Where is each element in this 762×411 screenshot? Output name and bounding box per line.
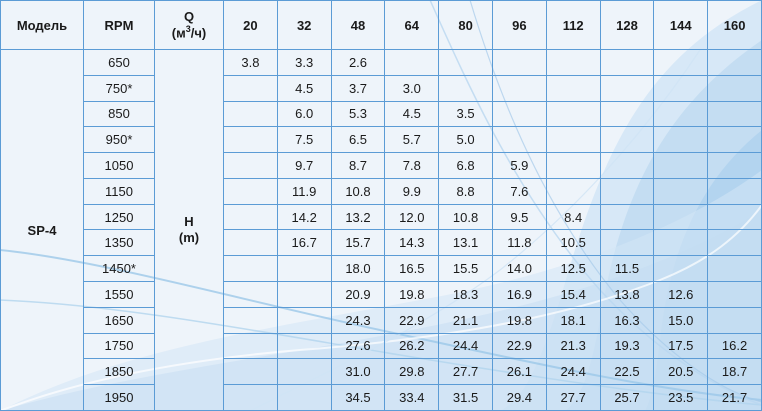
table-row: [1, 256, 762, 282]
table-row: [1, 282, 762, 308]
cell-value: [224, 230, 278, 256]
cell-value: [708, 153, 762, 179]
cell-value: [224, 385, 278, 411]
cell-value: 7.8: [385, 153, 439, 179]
cell-value: 27.7: [546, 385, 600, 411]
cell-value: [708, 75, 762, 101]
cell-value: [224, 359, 278, 385]
cell-value: 14.3: [385, 230, 439, 256]
cell-value: [654, 153, 708, 179]
cell-rpm: 1150: [84, 178, 155, 204]
cell-value: [600, 230, 654, 256]
header-flow-160: 160: [708, 1, 762, 50]
table-row: [1, 75, 762, 101]
cell-value: 6.5: [331, 127, 385, 153]
cell-value: 21.3: [546, 333, 600, 359]
cell-value: [224, 178, 278, 204]
cell-value: 16.2: [708, 333, 762, 359]
header-flow-64: 64: [385, 1, 439, 50]
cell-value: [546, 153, 600, 179]
cell-value: 15.7: [331, 230, 385, 256]
cell-value: [385, 50, 439, 76]
header-flow-q-unit-exponent: 3: [185, 24, 191, 35]
cell-value: [600, 101, 654, 127]
cell-value: 13.1: [439, 230, 493, 256]
cell-rpm: 950*: [84, 127, 155, 153]
cell-value: [654, 256, 708, 282]
cell-value: [277, 307, 331, 333]
cell-value: 22.9: [385, 307, 439, 333]
cell-value: 14.2: [277, 204, 331, 230]
cell-value: 20.9: [331, 282, 385, 308]
cell-value: [708, 204, 762, 230]
cell-rpm: 750*: [84, 75, 155, 101]
table-row: [1, 127, 762, 153]
cell-value: [708, 256, 762, 282]
header-flow-q-unit: $(м^3/ч)$: [171, 24, 207, 41]
cell-value: 18.3: [439, 282, 493, 308]
cell-value: 11.9: [277, 178, 331, 204]
cell-value: [600, 50, 654, 76]
cell-value: 12.6: [654, 282, 708, 308]
cell-model-name: SP-4: [1, 50, 84, 411]
cell-value: 9.5: [492, 204, 546, 230]
cell-value: 19.8: [492, 307, 546, 333]
cell-value: 17.5: [654, 333, 708, 359]
cell-value: [224, 333, 278, 359]
table-row: [1, 50, 762, 76]
cell-value: 3.0: [385, 75, 439, 101]
header-row: [1, 1, 762, 50]
cell-value: [277, 359, 331, 385]
cell-value: [546, 50, 600, 76]
table-row: [1, 333, 762, 359]
cell-value: 34.5: [331, 385, 385, 411]
cell-rpm: 650: [84, 50, 155, 76]
cell-value: 20.5: [654, 359, 708, 385]
header-rpm: RPM: [84, 1, 155, 50]
cell-value: 12.5: [546, 256, 600, 282]
cell-value: 19.3: [600, 333, 654, 359]
cell-value: 9.7: [277, 153, 331, 179]
cell-value: [439, 75, 493, 101]
cell-value: 4.5: [385, 101, 439, 127]
cell-value: 27.7: [439, 359, 493, 385]
header-model: Модель: [1, 1, 84, 50]
cell-head-label: [155, 50, 224, 411]
table-row: [1, 230, 762, 256]
cell-value: [224, 153, 278, 179]
cell-value: 33.4: [385, 385, 439, 411]
header-flow-q: [155, 1, 224, 50]
cell-value: [654, 178, 708, 204]
cell-value: [600, 153, 654, 179]
cell-value: 10.8: [439, 204, 493, 230]
cell-value: 29.8: [385, 359, 439, 385]
cell-value: 19.8: [385, 282, 439, 308]
cell-value: [224, 75, 278, 101]
table-header: [1, 1, 762, 50]
cell-value: [492, 75, 546, 101]
cell-value: [224, 204, 278, 230]
cell-value: 3.8: [224, 50, 278, 76]
table-row: [1, 307, 762, 333]
cell-value: [224, 127, 278, 153]
cell-value: 11.8: [492, 230, 546, 256]
cell-value: 25.7: [600, 385, 654, 411]
cell-value: [654, 230, 708, 256]
cell-value: [224, 101, 278, 127]
cell-value: 15.5: [439, 256, 493, 282]
cell-rpm: 1050: [84, 153, 155, 179]
cell-value: 4.5: [277, 75, 331, 101]
cell-value: [654, 101, 708, 127]
header-flow-80: 80: [439, 1, 493, 50]
cell-value: 23.5: [654, 385, 708, 411]
cell-rpm: 1750: [84, 333, 155, 359]
cell-value: 5.0: [439, 127, 493, 153]
cell-rpm: 1350: [84, 230, 155, 256]
cell-value: 8.4: [546, 204, 600, 230]
cell-value: 16.3: [600, 307, 654, 333]
cell-value: [224, 282, 278, 308]
cell-value: 31.5: [439, 385, 493, 411]
cell-value: 15.0: [654, 307, 708, 333]
header-flow-20: 20: [224, 1, 278, 50]
cell-value: 18.1: [546, 307, 600, 333]
cell-value: [654, 204, 708, 230]
cell-value: [600, 204, 654, 230]
cell-value: [224, 256, 278, 282]
cell-rpm: 1650: [84, 307, 155, 333]
cell-value: 6.0: [277, 101, 331, 127]
cell-value: [224, 307, 278, 333]
cell-rpm: 1450*: [84, 256, 155, 282]
cell-value: [600, 178, 654, 204]
table-row: [1, 359, 762, 385]
header-flow-112: 112: [546, 1, 600, 50]
cell-value: 13.2: [331, 204, 385, 230]
cell-value: [708, 307, 762, 333]
head-label-symbol: H: [184, 213, 194, 229]
cell-value: [492, 127, 546, 153]
cell-value: 22.5: [600, 359, 654, 385]
table-row: [1, 204, 762, 230]
cell-value: [654, 75, 708, 101]
header-flow-48: 48: [331, 1, 385, 50]
cell-value: [708, 178, 762, 204]
header-flow-q-symbol: Q: [183, 9, 195, 25]
cell-value: 10.5: [546, 230, 600, 256]
cell-value: [277, 385, 331, 411]
table-body: [1, 50, 762, 411]
cell-value: 10.8: [331, 178, 385, 204]
cell-value: 5.7: [385, 127, 439, 153]
table-row: [1, 385, 762, 411]
cell-value: [708, 282, 762, 308]
cell-value: [439, 50, 493, 76]
cell-value: [708, 50, 762, 76]
cell-value: 29.4: [492, 385, 546, 411]
cell-value: [546, 75, 600, 101]
header-flow-128: 128: [600, 1, 654, 50]
cell-value: 9.9: [385, 178, 439, 204]
cell-value: [277, 333, 331, 359]
cell-rpm: 1550: [84, 282, 155, 308]
cell-value: 3.7: [331, 75, 385, 101]
cell-value: 24.3: [331, 307, 385, 333]
cell-value: 21.1: [439, 307, 493, 333]
cell-value: [600, 127, 654, 153]
cell-rpm: 1850: [84, 359, 155, 385]
header-flow-32: 32: [277, 1, 331, 50]
cell-value: 16.9: [492, 282, 546, 308]
cell-value: 7.6: [492, 178, 546, 204]
cell-value: [654, 127, 708, 153]
cell-value: [277, 282, 331, 308]
cell-value: 16.5: [385, 256, 439, 282]
cell-rpm: 1950: [84, 385, 155, 411]
cell-rpm: 850: [84, 101, 155, 127]
cell-value: 22.9: [492, 333, 546, 359]
cell-value: 6.8: [439, 153, 493, 179]
table-row: [1, 178, 762, 204]
header-flow-144: 144: [654, 1, 708, 50]
head-label-unit: (m): [178, 230, 200, 245]
cell-value: [546, 101, 600, 127]
cell-value: [600, 75, 654, 101]
cell-value: 11.5: [600, 256, 654, 282]
cell-value: [546, 127, 600, 153]
cell-value: 18.0: [331, 256, 385, 282]
cell-value: [708, 101, 762, 127]
cell-value: 24.4: [546, 359, 600, 385]
cell-value: 7.5: [277, 127, 331, 153]
cell-value: 5.3: [331, 101, 385, 127]
cell-value: 16.7: [277, 230, 331, 256]
cell-value: [492, 50, 546, 76]
cell-value: [708, 127, 762, 153]
cell-rpm: 1250: [84, 204, 155, 230]
cell-value: 24.4: [439, 333, 493, 359]
cell-value: [277, 256, 331, 282]
cell-value: 31.0: [331, 359, 385, 385]
cell-value: 27.6: [331, 333, 385, 359]
cell-value: 18.7: [708, 359, 762, 385]
cell-value: 15.4: [546, 282, 600, 308]
cell-value: 8.7: [331, 153, 385, 179]
cell-value: 8.8: [439, 178, 493, 204]
cell-value: [654, 50, 708, 76]
cell-value: [708, 230, 762, 256]
cell-value: 3.3: [277, 50, 331, 76]
cell-value: 14.0: [492, 256, 546, 282]
header-flow-96: 96: [492, 1, 546, 50]
cell-value: 12.0: [385, 204, 439, 230]
cell-value: 26.1: [492, 359, 546, 385]
cell-value: [492, 101, 546, 127]
cell-value: 13.8: [600, 282, 654, 308]
cell-value: [546, 178, 600, 204]
cell-value: 2.6: [331, 50, 385, 76]
table-row: [1, 153, 762, 179]
cell-value: 5.9: [492, 153, 546, 179]
cell-value: 26.2: [385, 333, 439, 359]
cell-value: 21.7: [708, 385, 762, 411]
table-row: [1, 101, 762, 127]
cell-value: 3.5: [439, 101, 493, 127]
